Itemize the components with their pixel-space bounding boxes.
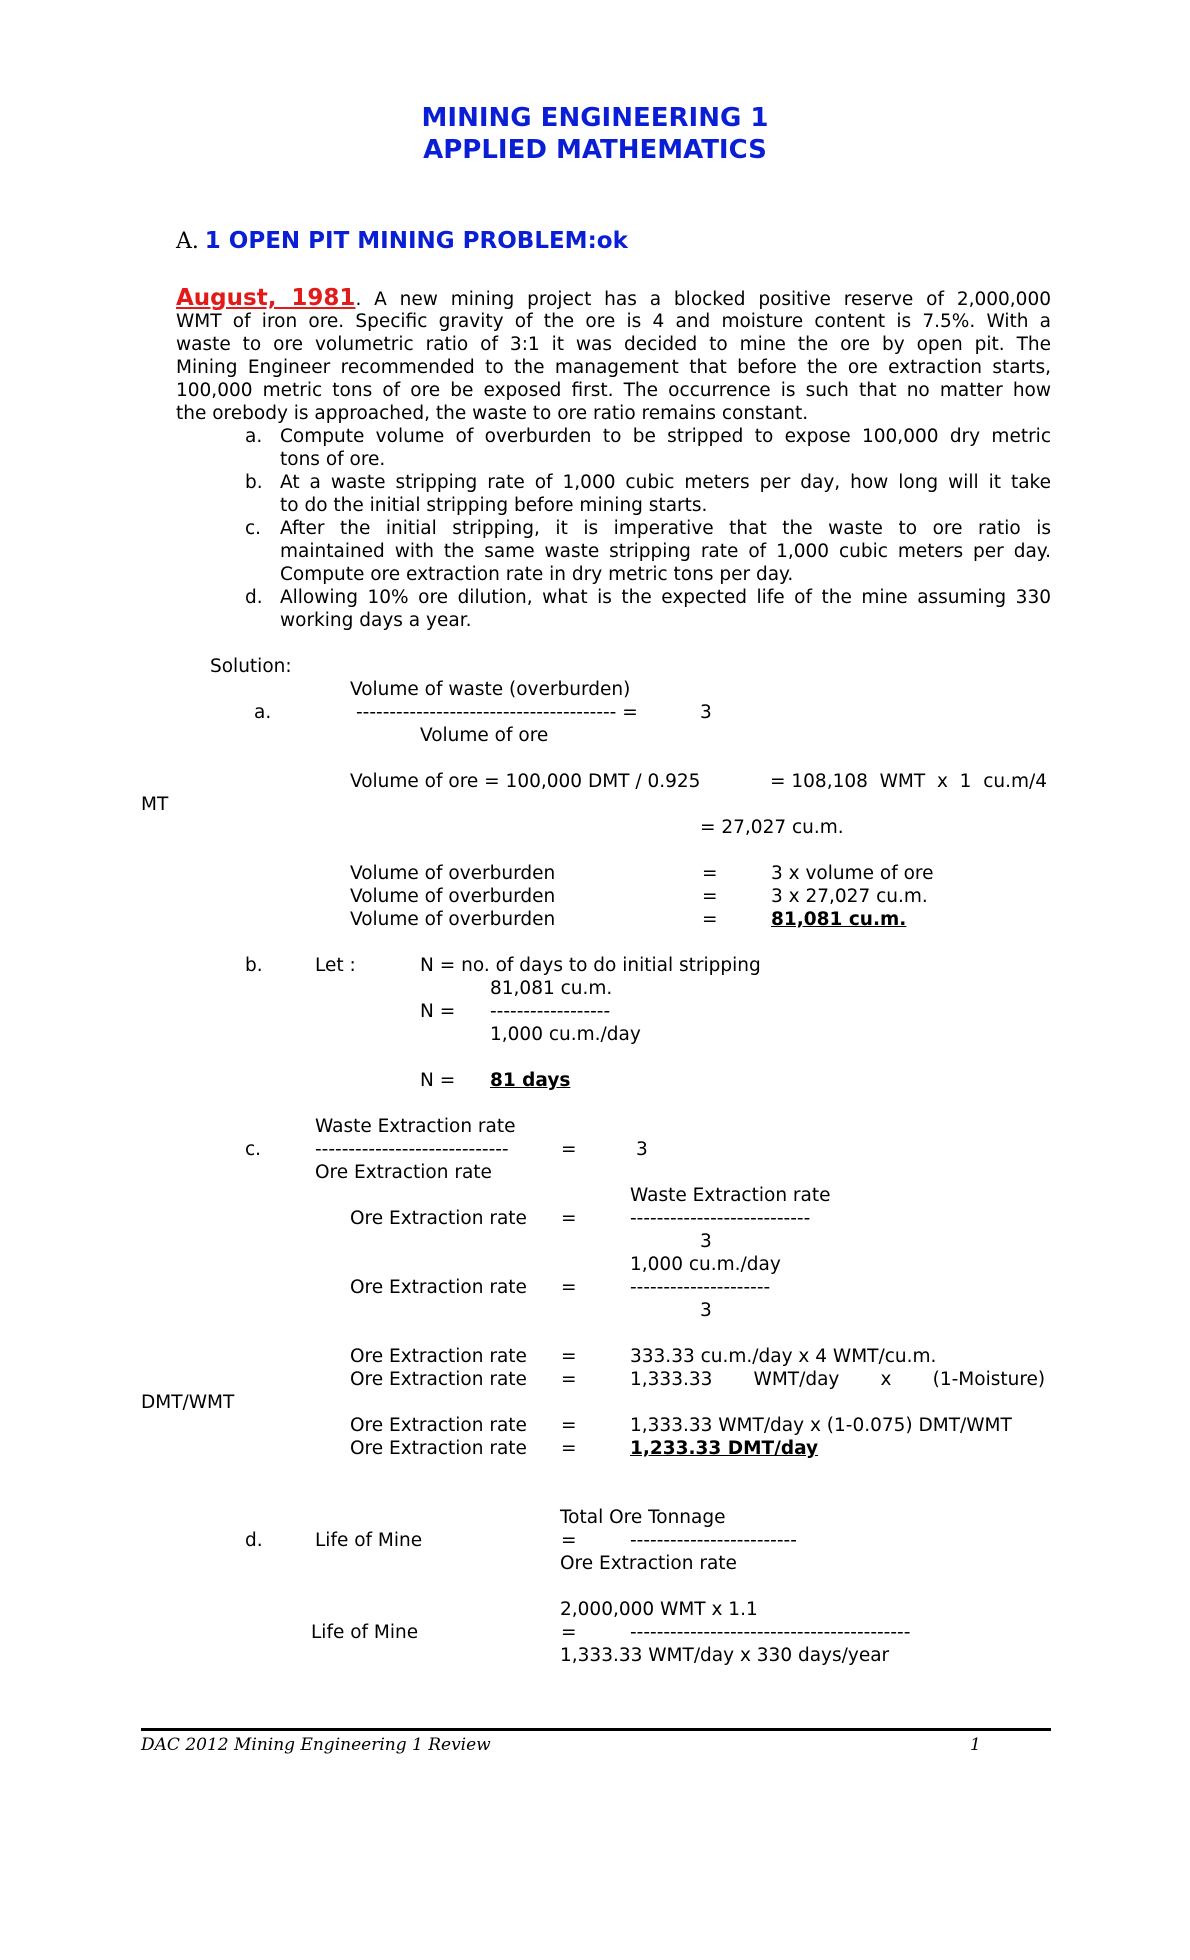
sol-a-label: a. <box>254 702 272 723</box>
sol-a-ore-vol-right <box>770 770 1047 793</box>
item-d-label: d. <box>245 587 263 608</box>
sol-a-ore-vol-right-text: = 108,108 WMT x 1 cu.m/4 <box>770 771 1048 792</box>
sol-d-den-2: 1,333.33 WMT/day x 330 days/year <box>560 1645 890 1666</box>
section-title: 1 OPEN PIT MINING PROBLEM:ok <box>204 228 628 254</box>
sol-c-step4 <box>630 1368 1045 1391</box>
sol-a-ob-rhs-1: 3 x volume of ore <box>771 863 934 884</box>
sol-c-step4-text: 1,333.33 WMT/day x (1-Moisture) <box>630 1369 1046 1390</box>
sol-a-eq-3: = <box>702 909 718 930</box>
item-a-line-2: tons of ore. <box>280 449 386 470</box>
sol-c-step1-den: 3 <box>700 1231 712 1252</box>
sol-c-step2-num: 1,000 cu.m./day <box>630 1254 781 1275</box>
problem-line-4: Mining Engineer recommended to the management that before the ore extraction starts, <box>176 357 1051 378</box>
item-a-label: a. <box>245 426 263 447</box>
title-line-1: MINING ENGINEERING 1 <box>421 103 769 133</box>
item-d-line-2: working days a year. <box>280 610 472 631</box>
section-letter: A. <box>176 229 199 254</box>
sol-c-step5: 1,333.33 WMT/day x (1-0.075) DMT/WMT <box>630 1415 1012 1436</box>
sol-d-dashes-1: ------------------------- <box>630 1530 797 1551</box>
sol-d-eq-1: = <box>561 1530 577 1551</box>
sol-a-ore-vol-result: = 27,027 cu.m. <box>700 817 844 838</box>
sol-c-ratio-num: Waste Extraction rate <box>315 1116 516 1137</box>
sol-c-eq-1: = <box>561 1208 577 1229</box>
section-heading <box>176 230 628 254</box>
sol-b-result-lhs: N = <box>420 1070 456 1091</box>
sol-b-numerator: 81,081 cu.m. <box>490 978 613 999</box>
sol-d-lom-2: Life of Mine <box>311 1622 419 1643</box>
sol-d-eq-2: = <box>561 1622 577 1643</box>
sol-c-step2-dashes: --------------------- <box>630 1277 771 1298</box>
item-c-label: c. <box>245 518 262 539</box>
sol-b-dashes: ------------------ <box>490 1001 611 1022</box>
sol-a-eq-2: = <box>702 886 718 907</box>
sol-c-oer-3: Ore Extraction rate <box>350 1346 527 1367</box>
sol-c-eq-2: = <box>561 1277 577 1298</box>
sol-d-dashes-2: ------------------------------------------ <box>630 1622 911 1643</box>
sol-c-eq-6: = <box>561 1438 577 1459</box>
sol-d-num-2: 2,000,000 WMT x 1.1 <box>560 1599 758 1620</box>
sol-b-n-eq: N = <box>420 1001 456 1022</box>
problem-line-3: waste to ore volumetric ratio of 3:1 it was decided to mine the ore by open pit. The <box>176 334 1051 355</box>
sol-a-ratio: 3 <box>700 702 712 723</box>
sol-c-step1-num: Waste Extraction rate <box>630 1185 831 1206</box>
sol-c-oer-4: Ore Extraction rate <box>350 1369 527 1390</box>
sol-d-label: d. <box>245 1530 263 1551</box>
sol-c-step3: 333.33 cu.m./day x 4 WMT/cu.m. <box>630 1346 937 1367</box>
sol-c-oer-5: Ore Extraction rate <box>350 1415 527 1436</box>
item-b-line-2: to do the initial stripping before mining starts. <box>280 495 708 516</box>
sol-a-eq-1: = <box>702 863 718 884</box>
sol-c-eq-5: = <box>561 1415 577 1436</box>
sol-b-denominator: 1,000 cu.m./day <box>490 1024 641 1045</box>
footer-rule <box>141 1728 1051 1731</box>
title-line-2: APPLIED MATHEMATICS <box>423 135 767 165</box>
sol-b-label: b. <box>245 955 263 976</box>
item-b-line-1: At a waste stripping rate of 1,000 cubic meters per day, how long will it take <box>280 472 1051 493</box>
item-a-line-1: Compute volume of overburden to be stripped to expose 100,000 dry metric <box>280 426 1051 447</box>
sol-a-ob-label-2: Volume of overburden <box>350 886 556 907</box>
sol-c-eq-4: = <box>561 1369 577 1390</box>
sol-c-answer: 1,233.33 DMT/day <box>630 1438 819 1459</box>
sol-a-ob-label-1: Volume of overburden <box>350 863 556 884</box>
sol-b-answer: 81 days <box>490 1070 571 1091</box>
sol-a-ore-vol-wrap: MT <box>141 794 169 815</box>
sol-c-oer-2: Ore Extraction rate <box>350 1277 527 1298</box>
sol-c-eq-0: = <box>561 1139 577 1160</box>
sol-c-ratio-dashes: ----------------------------- <box>315 1139 509 1160</box>
problem-line-1-text: . A new mining project has a blocked positive reserve of 2,000,000 <box>355 289 1051 310</box>
item-b-label: b. <box>245 472 263 493</box>
item-c-line-3: Compute ore extraction rate in dry metric tons per day. <box>280 564 794 585</box>
sol-a-dashes: --------------------------------------- = <box>356 702 638 723</box>
page-number: 1 <box>970 1735 981 1755</box>
sol-b-definition: N = no. of days to do initial stripping <box>420 955 761 976</box>
sol-a-answer: 81,081 cu.m. <box>771 909 907 930</box>
problem-line-5: 100,000 metric tons of ore be exposed first. The occurrence is such that no matter how <box>176 380 1051 401</box>
solution-heading: Solution: <box>210 656 292 677</box>
sol-a-denominator: Volume of ore <box>420 725 549 746</box>
sol-c-step1-dashes: --------------------------- <box>630 1208 811 1229</box>
sol-c-step4-wrap: DMT/WMT <box>141 1392 235 1413</box>
sol-c-oer-1: Ore Extraction rate <box>350 1208 527 1229</box>
sol-c-label: c. <box>245 1139 262 1160</box>
sol-a-ore-vol-left: Volume of ore = 100,000 DMT / 0.925 <box>350 771 701 792</box>
sol-d-num-1: Total Ore Tonnage <box>560 1507 726 1528</box>
footer-text: DAC 2012 Mining Engineering 1 Review <box>141 1735 491 1755</box>
problem-date: August, 1981 <box>176 285 356 311</box>
sol-a-ob-rhs-2: 3 x 27,027 cu.m. <box>771 886 928 907</box>
item-c-line-1: After the initial stripping, it is imperative that the waste to ore ratio is <box>280 518 1051 539</box>
problem-line-6: the orebody is approached, the waste to ore ratio remains constant. <box>176 403 809 424</box>
sol-a-ob-label-3: Volume of overburden <box>350 909 556 930</box>
sol-c-ratio-den: Ore Extraction rate <box>315 1162 492 1183</box>
sol-c-ratio-val: 3 <box>636 1139 648 1160</box>
sol-c-step2-den: 3 <box>700 1300 712 1321</box>
problem-line-2: WMT of iron ore. Specific gravity of the ore is 4 and moisture content is 7.5%. With a <box>176 311 1051 332</box>
problem-line-1 <box>176 287 1051 311</box>
sol-d-lom-1: Life of Mine <box>315 1530 423 1551</box>
sol-a-numerator: Volume of waste (overburden) <box>350 679 631 700</box>
sol-c-eq-3: = <box>561 1346 577 1367</box>
item-d-line-1: Allowing 10% ore dilution, what is the expected life of the mine assuming 330 <box>280 587 1051 608</box>
sol-b-let: Let : <box>315 955 356 976</box>
sol-c-oer-6: Ore Extraction rate <box>350 1438 527 1459</box>
sol-d-den-1: Ore Extraction rate <box>560 1553 737 1574</box>
item-c-line-2: maintained with the same waste stripping rate of 1,000 cubic meters per day. <box>280 541 1051 562</box>
